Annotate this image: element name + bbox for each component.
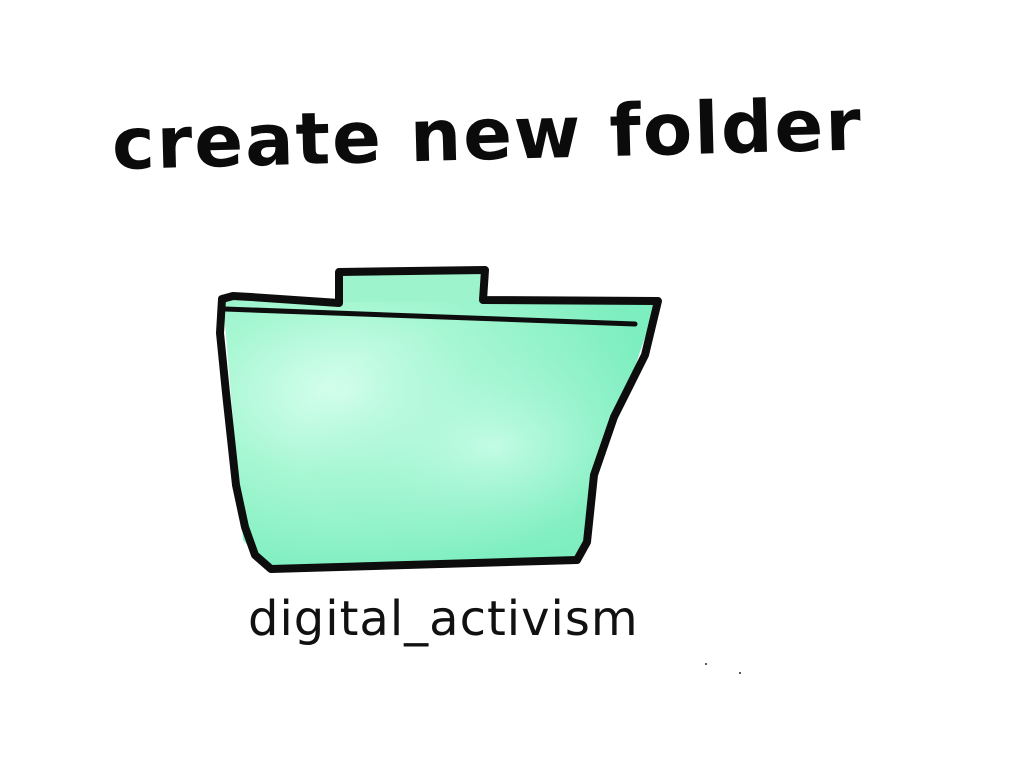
stray-dot — [739, 672, 741, 674]
stray-dot — [705, 663, 707, 665]
folder-name-label[interactable]: digital_activism — [248, 591, 639, 647]
folder-item[interactable] — [205, 255, 675, 585]
folder-icon — [205, 255, 675, 585]
page-title: create new folder — [110, 82, 864, 186]
